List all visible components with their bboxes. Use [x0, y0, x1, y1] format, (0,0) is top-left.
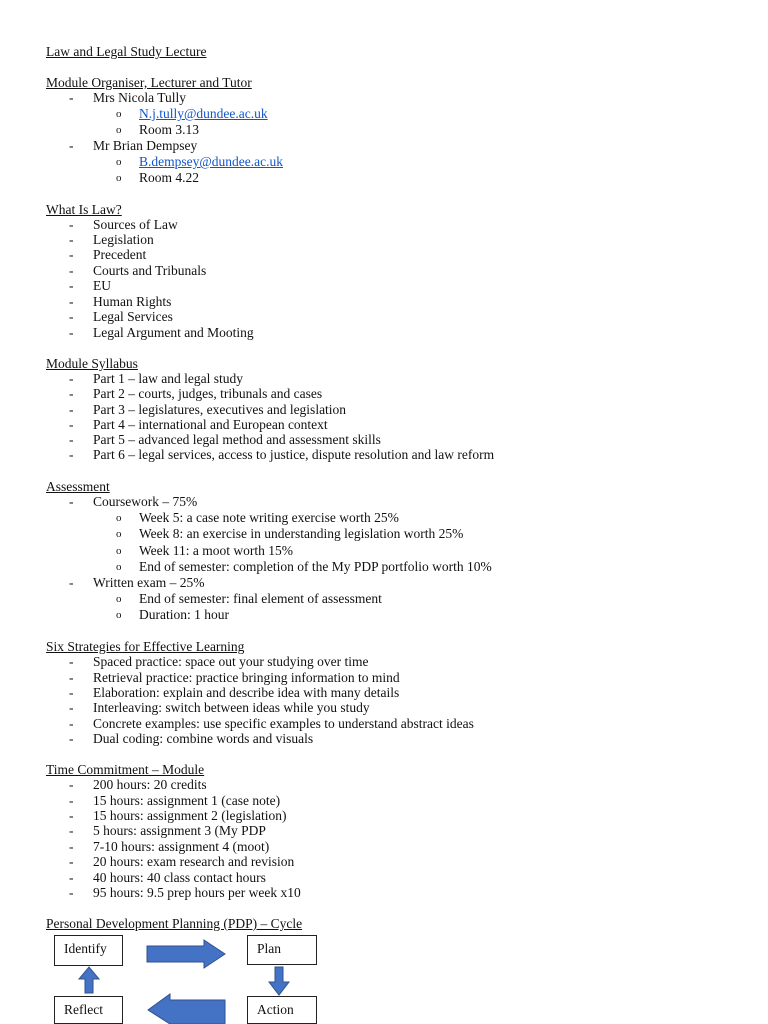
sub-item-text: Week 5: a case note writing exercise worth 25% [139, 510, 399, 525]
bullet-marker: o [116, 609, 122, 621]
dash-marker: - [69, 700, 74, 715]
dash-marker: - [69, 309, 74, 324]
list-item-text: Part 2 – courts, judges, tribunals and cases [93, 386, 323, 401]
sub-item-text: Week 11: a moot worth 15% [139, 543, 294, 558]
dash-marker: - [69, 793, 74, 808]
bullet-marker: o [116, 512, 122, 524]
room-text: Room 4.22 [139, 170, 200, 185]
identify-label: Identify [64, 941, 107, 956]
list-item-text: Legislation [93, 232, 154, 247]
bullet-marker: o [116, 545, 122, 557]
action-label: Action [257, 1002, 294, 1017]
email-link[interactable]: N.j.tully@dundee.ac.uk [139, 106, 268, 121]
dash-marker: - [69, 217, 74, 232]
sub-item-text: Week 8: an exercise in understanding legislation worth 25% [139, 526, 464, 541]
dash-marker: - [69, 232, 74, 247]
list-item-text: 5 hours: assignment 3 (My PDP [93, 823, 266, 838]
dash-marker: - [69, 138, 74, 153]
sub-item-text: End of semester: final element of assessment [139, 591, 382, 606]
dash-marker: - [69, 386, 74, 401]
bullet-marker: o [116, 156, 122, 168]
person-name: Mrs Nicola Tully [93, 90, 187, 105]
list-item-text: Part 1 – law and legal study [93, 371, 243, 386]
list-item-text: Human Rights [93, 294, 172, 309]
dash-marker: - [69, 839, 74, 854]
list-item-text: Retrieval practice: practice bringing information to mind [93, 670, 400, 685]
bullet-marker: o [116, 172, 122, 184]
list-item-text: 40 hours: 40 class contact hours [93, 870, 266, 885]
list-item-text: Part 3 – legislatures, executives and legislation [93, 402, 347, 417]
bullet-marker: o [116, 528, 122, 540]
dash-marker: - [69, 325, 74, 340]
list-item-text: Elaboration: explain and describe idea with many details [93, 685, 400, 700]
dash-marker: - [69, 432, 74, 447]
dash-marker: - [69, 278, 74, 293]
list-item-text: Spaced practice: space out your studying over time [93, 654, 369, 669]
list-item-text: Legal Services [93, 309, 173, 324]
room-text: Room 3.13 [139, 122, 200, 137]
list-item-text: Part 4 – international and European context [93, 417, 328, 432]
dash-marker: - [69, 90, 74, 105]
list-item-text: 95 hours: 9.5 prep hours per week x10 [93, 885, 301, 900]
dash-marker: - [69, 371, 74, 386]
bullet-marker: o [116, 108, 122, 120]
dash-marker: - [69, 402, 74, 417]
list-item-text: 20 hours: exam research and revision [93, 854, 295, 869]
dash-marker: - [69, 777, 74, 792]
arrow-down-icon [269, 967, 289, 995]
list-item-text: Interleaving: switch between ideas while you study [93, 700, 370, 715]
bullet-marker: o [116, 561, 122, 573]
arrow-left-icon [148, 994, 225, 1024]
arrow-up-icon [79, 967, 99, 993]
what-is-law-heading: What Is Law? [46, 202, 122, 217]
email-link[interactable]: B.dempsey@dundee.ac.uk [139, 154, 284, 169]
bullet-marker: o [116, 593, 122, 605]
dash-marker: - [69, 870, 74, 885]
list-item-text: Concrete examples: use specific examples to understand abstract ideas [93, 716, 474, 731]
dash-marker: - [69, 854, 74, 869]
exam-label: Written exam – 25% [93, 575, 205, 590]
organiser-heading: Module Organiser, Lecturer and Tutor [46, 75, 252, 90]
dash-marker: - [69, 685, 74, 700]
strategies-heading: Six Strategies for Effective Learning [46, 639, 245, 654]
dash-marker: - [69, 494, 74, 509]
dash-marker: - [69, 247, 74, 262]
dash-marker: - [69, 731, 74, 746]
syllabus-heading: Module Syllabus [46, 356, 138, 371]
assessment-heading: Assessment [46, 479, 110, 494]
pdp-heading: Personal Development Planning (PDP) – Cycle [46, 916, 303, 931]
list-item-text: Part 5 – advanced legal method and assessment skills [93, 432, 381, 447]
reflect-label: Reflect [64, 1002, 103, 1017]
list-item-text: Courts and Tribunals [93, 263, 207, 278]
list-item-text: Dual coding: combine words and visuals [93, 731, 314, 746]
dash-marker: - [69, 417, 74, 432]
document-title: Law and Legal Study Lecture [46, 44, 207, 59]
plan-label: Plan [257, 941, 282, 956]
list-item-text: EU [93, 278, 111, 293]
list-item-text: 15 hours: assignment 2 (legislation) [93, 808, 287, 823]
bullet-marker: o [116, 124, 122, 136]
dash-marker: - [69, 263, 74, 278]
dash-marker: - [69, 808, 74, 823]
dash-marker: - [69, 885, 74, 900]
sub-item-text: Duration: 1 hour [139, 607, 229, 622]
list-item-text: 15 hours: assignment 1 (case note) [93, 793, 281, 808]
list-item-text: Part 6 – legal services, access to justice, dispute resolution and law reform [93, 447, 495, 462]
dash-marker: - [69, 575, 74, 590]
list-item-text: 7-10 hours: assignment 4 (moot) [93, 839, 270, 854]
time-heading: Time Commitment – Module [46, 762, 205, 777]
arrow-right-icon [147, 940, 225, 968]
coursework-label: Coursework – 75% [93, 494, 198, 509]
dash-marker: - [69, 823, 74, 838]
dash-marker: - [69, 654, 74, 669]
dash-marker: - [69, 294, 74, 309]
dash-marker: - [69, 670, 74, 685]
person-name: Mr Brian Dempsey [93, 138, 198, 153]
dash-marker: - [69, 716, 74, 731]
dash-marker: - [69, 447, 74, 462]
list-item-text: Sources of Law [93, 217, 178, 232]
sub-item-text: End of semester: completion of the My PDP portfolio worth 10% [139, 559, 492, 574]
list-item-text: 200 hours: 20 credits [93, 777, 207, 792]
list-item-text: Legal Argument and Mooting [93, 325, 254, 340]
list-item-text: Precedent [93, 247, 147, 262]
